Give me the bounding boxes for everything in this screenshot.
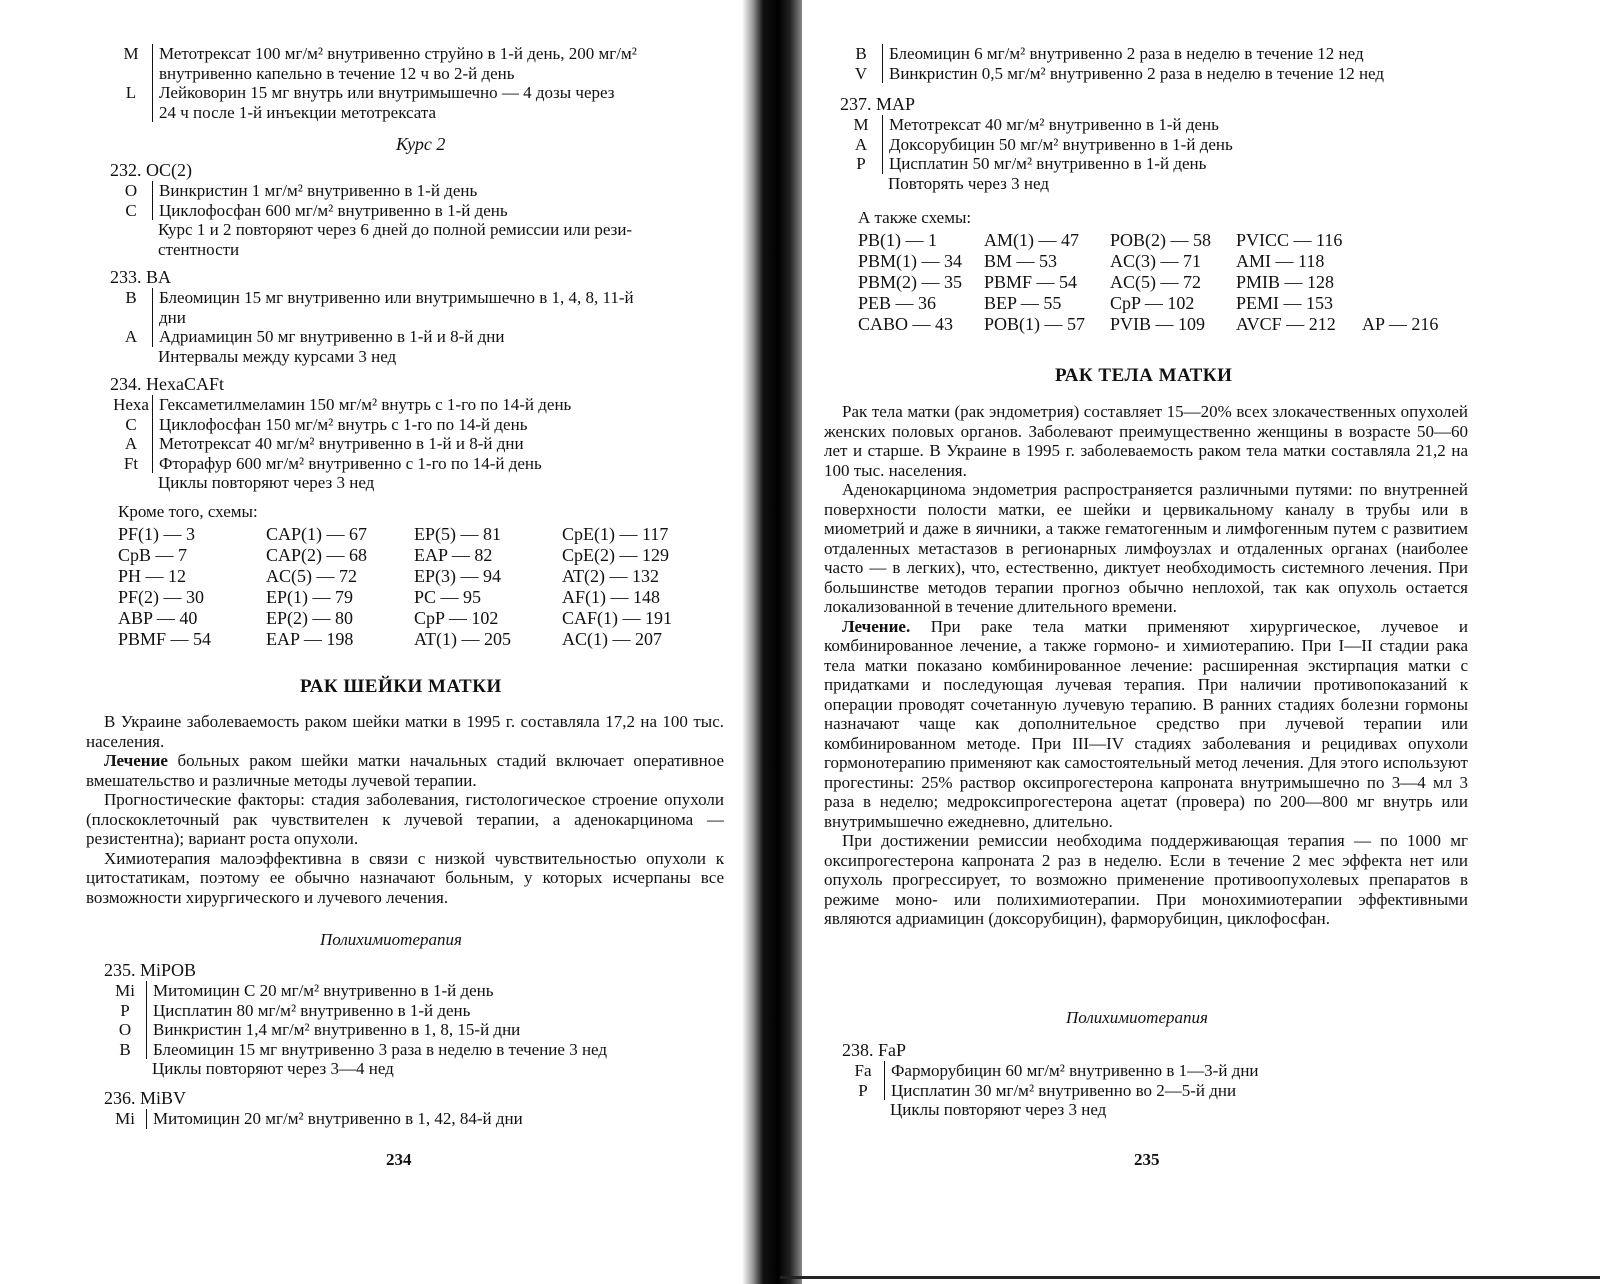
drug-text: Метотрексат 40 мг/м² внутривенно в 1-й день xyxy=(882,115,1219,135)
regimen-238 xyxy=(842,1040,1259,1120)
drug-text: Циклофосфан 150 мг/м² внутрь с 1-го по 14-й день xyxy=(152,415,527,435)
polychemotherapy-label: Полихимиотерапия xyxy=(320,930,462,949)
drug-row xyxy=(110,434,571,454)
scheme-cell: EP(5) — 81 xyxy=(414,524,501,544)
regimen-note: Повторять через 3 нед xyxy=(888,173,1049,193)
drug-text: Митомицин C 20 мг/м² внутривенно в 1-й день xyxy=(146,981,494,1001)
drug-row xyxy=(104,1020,607,1040)
paragraph xyxy=(86,751,724,790)
drug-row xyxy=(110,308,634,328)
scheme-cell: CAF(1) — 191 xyxy=(562,608,673,628)
polychemotherapy-label: Полихимиотерапия xyxy=(1066,1008,1208,1027)
drug-text: Метотрексат 100 мг/м² внутривенно струйно в 1-й день, 200 мг/м² xyxy=(152,44,637,64)
scheme-cell xyxy=(1362,251,1462,272)
drug-text: дни xyxy=(152,308,186,328)
drug-row xyxy=(110,181,632,201)
scheme-cell: BEP — 55 xyxy=(984,293,1062,313)
regimen-continuation xyxy=(840,44,1384,83)
scheme-row xyxy=(858,272,1462,293)
drug-text: Лейковорин 15 мг внутрь или внутримышечно — 4 дозы через xyxy=(152,83,614,103)
drug-row xyxy=(110,44,637,64)
scheme-cell: POB(2) — 58 xyxy=(1110,230,1212,250)
paragraph xyxy=(824,617,1468,832)
drug-code: A xyxy=(124,434,138,453)
drug-text: Цисплатин 30 мг/м² внутривенно во 2—5-й дни xyxy=(884,1081,1236,1101)
drug-code xyxy=(110,64,152,84)
regimen-237 xyxy=(840,94,1233,193)
scheme-cell: EAP — 198 xyxy=(266,629,354,649)
scheme-cell: EP(2) — 80 xyxy=(266,608,353,628)
drug-code: C xyxy=(125,414,137,434)
paragraph-text: Аденокарцинома эндометрия распространяется различными путями: по внутренней поверхности полости матки, ее шейки и цервикальному каналу в трубы или в миометрий и даже в яичники, а также гематогенным и лимфогенным путем с развитием отдаленных метастазов в регионарных лимфоузлах и отдаленных органах (наиболее часто — в легких), что, естественно, диктует необходимость системного лечения. При большинстве методов терапии прогноз обычно неплохой, так как опухоль остается локализованной в течение длительного времени. xyxy=(824,480,1468,616)
scheme-cell: CAP(1) — 67 xyxy=(266,524,368,544)
drug-code: B xyxy=(125,288,137,307)
drug-code: Ft xyxy=(123,453,139,473)
scheme-cell: AT(2) — 132 xyxy=(562,566,659,586)
regimen-title: 235. MiPOB xyxy=(104,960,197,980)
drug-code: V xyxy=(854,63,868,83)
scheme-cell xyxy=(1362,272,1462,293)
regimen-title: 236. MiBV xyxy=(104,1088,187,1108)
paragraph xyxy=(824,831,1468,929)
drug-row xyxy=(104,981,607,1001)
scheme-cell: PH — 12 xyxy=(118,566,187,586)
scheme-cell: AVCF — 212 xyxy=(1236,314,1336,334)
scheme-cell: CABO — 43 xyxy=(858,314,954,334)
scheme-cell: PVIB — 109 xyxy=(1110,314,1206,334)
drug-code: Fa xyxy=(854,1061,872,1080)
drug-code: O xyxy=(118,1020,132,1039)
drug-code: A xyxy=(124,327,138,346)
regimen-continuation xyxy=(110,44,637,122)
paragraph-text: При достижении ремиссии необходима поддерживающая терапия — по 1000 мг оксипрогестерона капроната 2 раз в неделю. Если в течение 2 мес эффекта нет или опухоль прогрессирует, то возможно применение противоопухолевых препаратов в режиме моно- или полихимиотерапии. При монохимиотерапии эффективными являются адриамицин (доксорубицин), фарморубицин, циклофосфан. xyxy=(824,831,1468,928)
scheme-row xyxy=(118,587,702,608)
scheme-cell: PVICC — 116 xyxy=(1236,230,1343,250)
scheme-cell: AP — 216 xyxy=(1362,314,1439,334)
regimen-title: 232. OC(2) xyxy=(110,160,192,180)
scheme-cell: CpB — 7 xyxy=(118,545,188,565)
regimen-232 xyxy=(110,160,632,259)
regimen-note: Циклы повторяют через 3—4 нед xyxy=(152,1059,394,1078)
drug-row xyxy=(842,1081,1259,1101)
paragraph xyxy=(86,790,724,849)
drug-text: Винкристин 1,4 мг/м² внутривенно в 1, 8, 15-й дни xyxy=(146,1020,520,1040)
scheme-cell xyxy=(1362,293,1462,314)
right-page xyxy=(780,0,1600,1284)
drug-code: Hexa xyxy=(113,395,149,414)
paragraph-text: В Украине заболеваемость раком шейки матки в 1995 г. составляла 17,2 на 100 тыс. населения. xyxy=(86,712,724,751)
also-schemes-label: А также схемы: xyxy=(858,208,972,227)
drug-code: P xyxy=(858,1080,868,1100)
drug-text: Блеомицин 6 мг/м² внутривенно 2 раза в неделю в течение 12 нед xyxy=(882,44,1364,64)
scheme-cell: AT(1) — 205 xyxy=(414,629,511,649)
scheme-cell: AMI — 118 xyxy=(1236,251,1325,271)
paragraph-lead: Лечение. xyxy=(842,616,911,636)
drug-row xyxy=(110,288,634,308)
drug-code xyxy=(110,103,152,123)
scheme-cell: PF(1) — 3 xyxy=(118,524,196,544)
regimen-234 xyxy=(110,374,571,493)
scheme-cell: PBM(1) — 34 xyxy=(858,251,963,271)
scheme-cell: AC(5) — 72 xyxy=(1110,272,1201,292)
drug-row xyxy=(104,1001,607,1021)
drug-code: O xyxy=(124,181,138,200)
drug-row xyxy=(110,83,637,103)
page-number: 234 xyxy=(386,1150,412,1169)
scheme-cell: ABP — 40 xyxy=(118,608,198,628)
drug-text: Винкристин 0,5 мг/м² внутривенно 2 раза в неделю в течение 12 нед xyxy=(882,64,1384,84)
drug-code: Mi xyxy=(115,981,135,1000)
drug-code xyxy=(110,308,152,328)
scheme-cell xyxy=(1362,230,1462,251)
scheme-cell: CpE(2) — 129 xyxy=(562,545,669,565)
scheme-cell: CAP(2) — 68 xyxy=(266,545,368,565)
scheme-cell: PMIB — 128 xyxy=(1236,272,1335,292)
scheme-cell: CpP — 102 xyxy=(414,608,499,628)
drug-text: Митомицин 20 мг/м² внутривенно в 1, 42, 84-й дни xyxy=(146,1109,523,1129)
drug-text: 24 ч после 1-й инъекции метотрексата xyxy=(152,103,436,123)
drug-code: Mi xyxy=(115,1109,135,1128)
scheme-cell: POB(1) — 57 xyxy=(984,314,1086,334)
drug-text: Цисплатин 50 мг/м² внутривенно в 1-й день xyxy=(882,154,1206,174)
drug-row xyxy=(104,1109,523,1129)
other-schemes-label: Кроме того, схемы: xyxy=(118,502,258,521)
scheme-row xyxy=(118,545,702,566)
scheme-row xyxy=(118,608,702,629)
scheme-row xyxy=(858,251,1462,272)
drug-row xyxy=(840,44,1384,64)
paragraph-text: больных раком шейки матки начальных стадий включает оперативное вмешательство и различные методы лучевой терапии. xyxy=(86,751,724,790)
drug-row xyxy=(840,64,1384,84)
page-edge-rule xyxy=(780,1276,1600,1279)
scheme-cell: PBMF — 54 xyxy=(118,629,212,649)
regimen-note: Курс 1 и 2 повторяют через 6 дней до полной ремиссии или рези- xyxy=(158,220,633,239)
paragraph xyxy=(824,480,1468,617)
drug-text: Адриамицин 50 мг внутривенно в 1-й и 8-й дни xyxy=(152,327,504,347)
regimen-235 xyxy=(104,960,607,1079)
regimen-note: Циклы повторяют через 3 нед xyxy=(158,473,375,492)
drug-text: Фторафур 600 мг/м² внутривенно с 1-го по 14-й день xyxy=(152,454,542,474)
drug-code: P xyxy=(120,1000,130,1020)
scheme-cell: PB(1) — 1 xyxy=(858,230,938,250)
scheme-row xyxy=(858,314,1462,335)
drug-row xyxy=(110,415,571,435)
scheme-cell: PBM(2) — 35 xyxy=(858,272,963,292)
drug-text: Винкристин 1 мг/м² внутривенно в 1-й день xyxy=(152,181,477,201)
drug-row xyxy=(842,1061,1259,1081)
drug-text: Циклофосфан 600 мг/м² внутривенно в 1-й день xyxy=(152,201,508,221)
paragraph xyxy=(824,402,1468,480)
scheme-row xyxy=(118,524,702,545)
scheme-row xyxy=(118,566,702,587)
scheme-cell: PEMI — 153 xyxy=(1236,293,1334,313)
paragraph-text: При раке тела матки применяют хирургическое, лучевое и комбинированное лечение, а также гормоно- и химиотерапию. При I—II стадии рака тела матки показано комбинированное лечение: расширенная экстирпация матки с придатками и последующая лучевая терапия. При наличии противопоказаний к операции проводят сочетанную лучевую терапию. В ранних стадиях болезни гормоны назначают чаще как дополнительное средство при лучевой терапии или комбинированном методе. При III—IV стадиях заболевания и рецидивах опухоли гормонотерапию применяют как самостоятельный метод лечения. Для этого используют прогестины: 25% раствор оксипрогестерона капроната внутримышечно по 3—4 мл 3 раза в неделю; медроксипрогестерона ацетат (провера) по 200—800 мг внутрь или внутримышечно ежедневно, длительно. xyxy=(824,616,1468,831)
scheme-cell: PF(2) — 30 xyxy=(118,587,205,607)
section-heading-uterus: РАК ТЕЛА МАТКИ xyxy=(1055,365,1233,386)
drug-text: Метотрексат 40 мг/м² внутривенно в 1-й и 8-й дни xyxy=(152,434,524,454)
scheme-cell: EP(3) — 94 xyxy=(414,566,501,586)
drug-text: внутривенно капельно в течение 12 ч во 2-й день xyxy=(152,64,515,84)
also-schemes-table xyxy=(858,230,1462,335)
paragraph-text: Прогностические факторы: стадия заболевания, гистологическое строение опухоли (плоскоклеточный рак чувствителен к лучевой терапии, а аденокарцинома — резистентна); вариант роста опухоли. xyxy=(86,790,724,848)
drug-code: M xyxy=(853,115,869,134)
drug-text: Блеомицин 15 мг внутривенно или внутримышечно в 1, 4, 8, 11-й xyxy=(152,288,634,308)
drug-row xyxy=(110,395,571,415)
section-heading-cervix: РАК ШЕЙКИ МАТКИ xyxy=(300,676,502,697)
drug-text: Блеомицин 15 мг внутривенно 3 раза в неделю в течение 3 нед xyxy=(146,1040,607,1060)
drug-row xyxy=(110,64,637,84)
drug-row xyxy=(110,327,634,347)
drug-row xyxy=(840,135,1233,155)
drug-row xyxy=(840,154,1233,174)
drug-code: M xyxy=(123,44,139,63)
paragraph xyxy=(86,712,724,751)
drug-text: Гексаметилмеламин 150 мг/м² внутрь с 1-го по 14-й день xyxy=(152,395,571,415)
scheme-row xyxy=(858,230,1462,251)
regimen-233 xyxy=(110,267,634,366)
scheme-cell: BM — 53 xyxy=(984,251,1058,271)
scheme-cell: EAP — 82 xyxy=(414,545,493,565)
regimen-note: стентности xyxy=(158,239,240,259)
drug-text: Цисплатин 80 мг/м² внутривенно в 1-й день xyxy=(146,1001,470,1021)
drug-row xyxy=(110,454,571,474)
drug-row xyxy=(110,201,632,221)
drug-code: L xyxy=(125,83,137,102)
scheme-cell: PEB — 36 xyxy=(858,293,937,313)
paragraph xyxy=(86,849,724,908)
left-page xyxy=(0,0,760,1284)
scheme-cell: AC(1) — 207 xyxy=(562,629,662,649)
scheme-cell: AM(1) — 47 xyxy=(984,230,1079,250)
uterus-text xyxy=(824,402,1468,929)
scheme-row xyxy=(858,293,1462,314)
drug-code: P xyxy=(856,154,866,173)
regimen-title: 233. BA xyxy=(110,267,172,287)
scheme-cell: CpP — 102 xyxy=(1110,293,1195,313)
drug-text: Доксорубицин 50 мг/м² внутривенно в 1-й день xyxy=(882,135,1233,155)
drug-row xyxy=(110,103,637,123)
drug-row xyxy=(840,115,1233,135)
course-label: Курс 2 xyxy=(396,134,446,154)
drug-code: B xyxy=(119,1039,131,1059)
scheme-cell: PBMF — 54 xyxy=(984,272,1078,292)
paragraph-text: Рак тела матки (рак эндометрия) составляет 15—20% всех злокачественных опухолей женских половых органов. Заболевают преимущественно женщины в возрасте 50—60 лет и старше. В Украине в 1995 г. заболеваемость раком тела матки составляла 21,2 на 100 тыс. населения. xyxy=(824,402,1468,480)
page-number: 235 xyxy=(1134,1150,1160,1169)
cervix-text xyxy=(86,712,724,907)
drug-code: B xyxy=(855,44,867,63)
scheme-cell: AF(1) — 148 xyxy=(562,587,660,607)
scheme-row xyxy=(118,629,702,650)
regimen-236 xyxy=(104,1088,523,1129)
regimen-note: Интервалы между курсами 3 нед xyxy=(158,346,397,366)
drug-code: A xyxy=(854,134,868,154)
scheme-cell: CpE(1) — 117 xyxy=(562,524,669,544)
scheme-cell: AC(5) — 72 xyxy=(266,566,357,586)
paragraph-lead: Лечение xyxy=(104,751,168,770)
regimen-title: 238. FaP xyxy=(842,1040,907,1060)
regimen-note: Циклы повторяют через 3 нед xyxy=(890,1100,1107,1119)
regimen-title: 237. MAP xyxy=(840,94,916,114)
other-schemes-table xyxy=(118,524,702,650)
scheme-cell: AC(3) — 71 xyxy=(1110,251,1201,271)
scheme-cell: PC — 95 xyxy=(414,587,482,607)
paragraph-text: Химиотерапия малоэффективна в связи с низкой чувствительностью опухоли к цитостатикам, поэтому ее обычно назначают больным, у которых исчерпаны все возможности хирургического и лучевого лечения. xyxy=(86,848,724,907)
drug-row xyxy=(104,1040,607,1060)
regimen-title: 234. HexaCAFt xyxy=(110,374,224,394)
scheme-cell: EP(1) — 79 xyxy=(266,587,353,607)
drug-text: Фарморубицин 60 мг/м² внутривенно в 1—3-й дни xyxy=(884,1061,1259,1081)
drug-code: C xyxy=(125,200,137,220)
